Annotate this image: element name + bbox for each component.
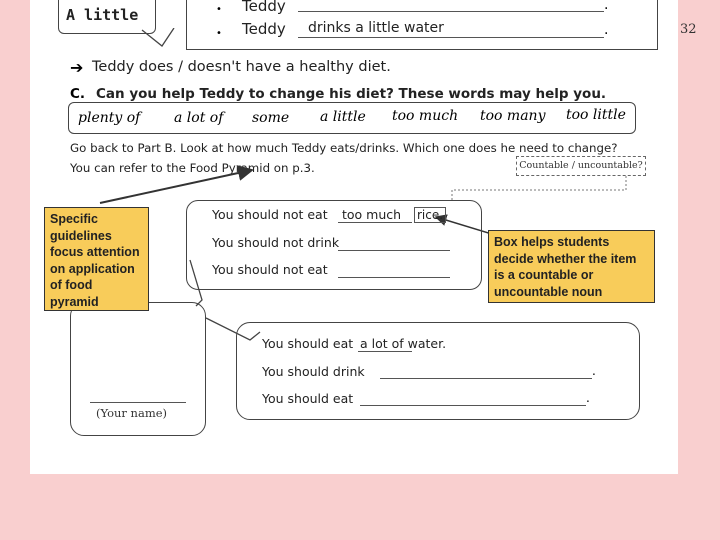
line-end-1: . [604,0,609,13]
bullet-icon: • [216,28,222,39]
your-name-label: (Your name) [96,406,168,420]
section-c-letter: C. [70,86,86,102]
countable-note: Box helps students decide whether the item is a countable or uncountable noun [488,230,655,303]
should-not-answer-1: too much [342,207,402,222]
word-bank-word: too many [480,108,546,124]
should-not-prefix-1: You should not eat [212,207,328,222]
should-not-prefix-3: You should not eat [212,262,328,277]
word-bank-word: too much [392,108,459,124]
should-line-3 [360,405,586,406]
should-line-2 [380,378,592,379]
word-bank-word: a little [320,109,366,125]
should-prefix-3: You should eat [262,391,354,406]
page-number: 32 [680,22,697,37]
word-bank-word: some [252,110,290,126]
guidelines-note: Specific guidelines focus attention on application of food pyramid [44,207,149,311]
line-end-2: . [604,22,609,38]
should-line-end-2: . [592,364,596,378]
teddy-label-2: Teddy [242,20,286,38]
should-prefix-1: You should eat [262,336,354,351]
should-line-1 [358,351,412,352]
word-bank-word: too little [566,107,626,123]
section-c-prompt: Can you help Teddy to change his diet? These words may help you. [96,86,607,102]
diet-statement: Teddy does / doesn't have a healthy diet. [92,59,391,75]
should-answer-1: a lot of water. [360,336,447,351]
should-not-item-1: rice. [414,207,446,223]
should-line-end-3: . [586,391,590,405]
should-prefix-2: You should drink [262,364,365,379]
bullet-icon: • [216,4,222,15]
instruction-1: Go back to Part B. Look at how much Teddy eats/drinks. Which one does he need to change? [70,141,618,155]
should-not-prefix-2: You should not drink [212,235,340,250]
instruction-2: You can refer to the Food Pyramid on p.3. [70,161,315,175]
teddy-label-1: Teddy [242,0,286,15]
word-bank-word: a lot of [174,110,224,126]
teddy-answer-2: drinks a little water [308,20,444,36]
countable-box-label: Countable / uncountable? [519,160,643,171]
a-little-label: A little [66,6,139,24]
word-bank-word: plenty of [78,110,141,126]
arrow-right-icon: ➔ [70,58,84,77]
